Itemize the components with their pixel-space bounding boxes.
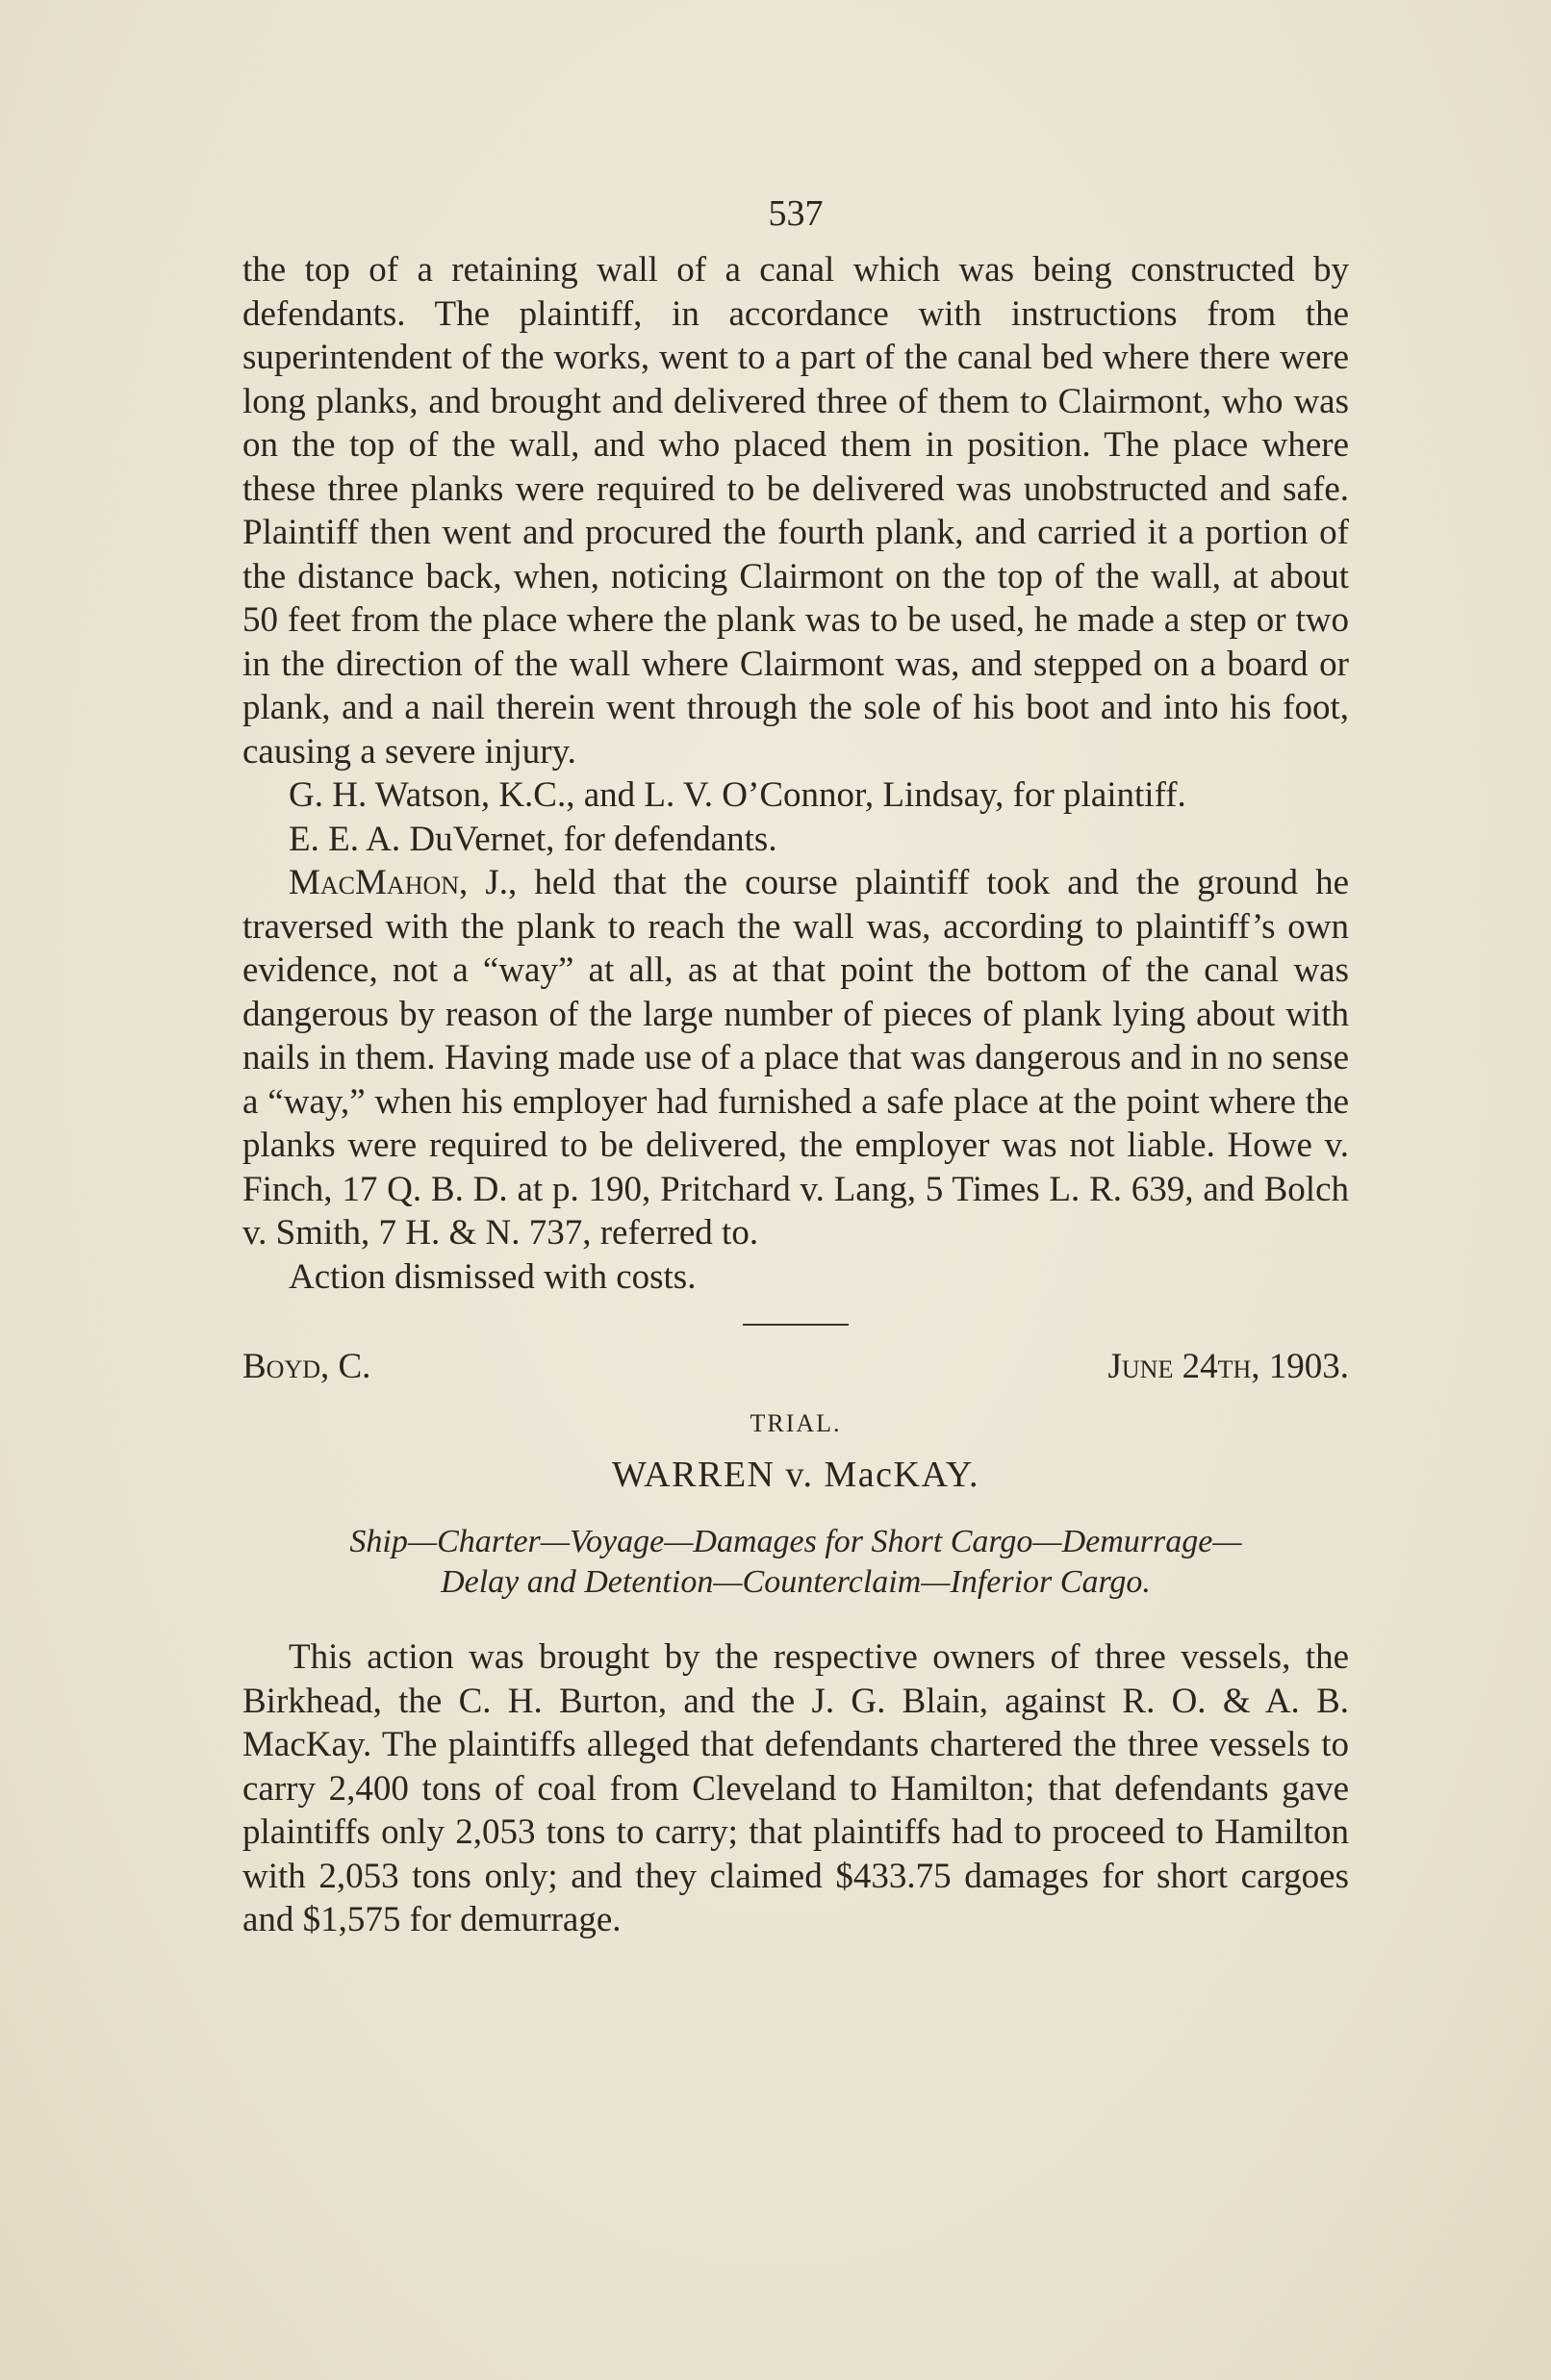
disposition: Action dismissed with costs. — [289, 1256, 697, 1297]
court-date-line — [242, 1345, 1349, 1389]
judgment-text: held that the course plaintiff took and the ground he traversed with the plank to reach the wall was, according to plaintiff’s own evidence, not a “way” at all, as at that point the bottom of the canal was dangerous by reason of the large number of pieces of plank lying about with nails in them. Having made use of a place that was dangerous and in no sense a “way,” when his employer had furnished a safe place at the point where the planks were required to be delivered, the employer was not liable. Howe v. Finch, 17 Q. B. D. at p. 190, Pritchard v. Lang, 5 Times L. R. 639, and Bolch v. Smith, 7 H. & N. 737, referred to. — [242, 863, 1349, 1253]
case1-facts-paragraph: the top of a retaining wall of a canal which was being constructed by defendants. The plaintiff, in accordance with instructions from the superintendent of the works, went to a part of the canal bed where there were long planks, and brought and delivered three of them to Clairmont, who was on the top of the wall, and who placed them in position. The place where these three planks were required to be delivered was unobstructed and safe. Plaintiff then went and procured the fourth plank, and carried it a portion of the distance back, when, noticing Clairmont on the top of the wall, at about 50 feet from the place where the plank was to be used, he made a step or two in the direction of the wall where Clairmont was, and stepped on a board or plank, and a nail therein went through the sole of his boot and into his foot, causing a severe injury. — [242, 250, 1349, 772]
text-column — [242, 192, 1349, 1942]
case2-body-paragraph: This action was brought by the respective owners of three vessels, the Birkhead, the C. H. Burton, and the J. G. Blain, against R. O. & A. B. MacKay. The plaintiffs alleged that defendants chartered the three vessels to carry 2,400 tons of coal from Cleveland to Hamilton; that defendants gave plaintiffs only 2,053 tons to carry; that plaintiffs had to proceed to Hamilton with 2,053 tons only; and they claimed $433.75 damages for short cargoes and $1,575 for demurrage. — [242, 1637, 1349, 1939]
section-divider — [743, 1324, 849, 1326]
counsel-plaintiff: G. H. Watson, K.C., and L. V. O’Connor, Lindsay, for plaintiff. — [289, 775, 1186, 815]
headnote — [242, 1522, 1349, 1603]
judge-name: MacMahon, J., — [289, 863, 518, 902]
page-number: 537 — [768, 193, 824, 234]
trial-label: TRIAL. — [750, 1409, 842, 1437]
headnote-line-1: Ship—Charter—Voyage—Damages for Short Cargo—Demurrage— — [349, 1524, 1242, 1559]
case-title: WARREN v. MacKAY. — [612, 1455, 979, 1495]
headnote-line-2: Delay and Detention—Counterclaim—Inferior Cargo. — [441, 1564, 1151, 1600]
judgment-paragraph — [242, 861, 1349, 1255]
decision-date: June 24th, 1903. — [1107, 1347, 1349, 1386]
court-name: Boyd, C. — [242, 1347, 371, 1386]
counsel-defendants: E. E. A. DuVernet, for defendants. — [289, 819, 777, 859]
